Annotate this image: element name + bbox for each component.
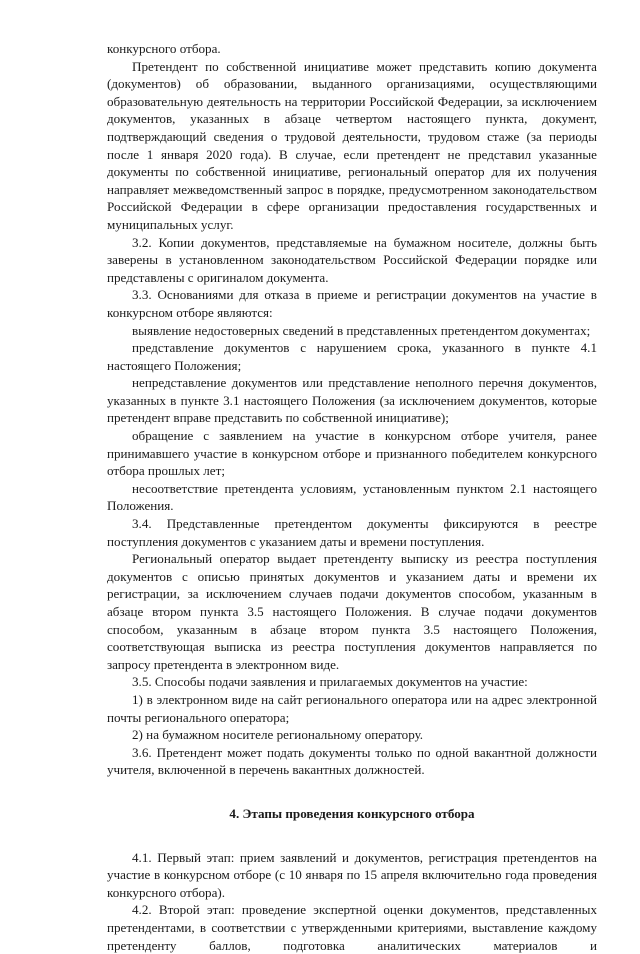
section-heading: 4. Этапы проведения конкурсного отбора: [229, 805, 475, 821]
paragraph: 3.6. Претендент может подать документы только по одной вакантной должности учителя, включенной в перечень вакантных должностей.: [107, 744, 597, 778]
paragraph: несоответствие претендента условиям, установленным пунктом 2.1 настоящего Положения.: [107, 480, 597, 514]
paragraph: Претендент по собственной инициативе может представить копию документа (документов) об образовании, выданного организациями, осуществляющими образовательную деятельность на территории Российской Федерации, за исключением документов, указанных в абзаце четвертом настоящего пункта, документ, подтверждающий сведения о трудовой деятельности, трудовом стаже (за периоды после 1 января 2020 года). В случае, если претендент не представил указанные документы по собственной инициативе, региональный оператор для их получения направляет межведомственный запрос в порядке, предусмотренном законодательством Российской Федерации в сфере организации предоставления государственных и муниципальных услуг.: [107, 58, 597, 232]
document-page: [107, 40, 597, 954]
section-3-body: [107, 40, 597, 779]
paragraph: 4.2. Второй этап: проведение экспертной оценки документов, представленных претендентами, в соответствии с утвержденными критериями, выставление каждому претенденту баллов, подготовка аналитических материалов и: [107, 902, 597, 953]
paragraph: конкурсного отбора.: [107, 41, 221, 56]
paragraph: непредставление документов или представление неполного перечня документов, указанных в пункте 3.1 настоящего Положения (за исключением документов, которые претендент вправе представить по собственной инициативе);: [107, 375, 597, 426]
paragraph: 3.3. Основаниями для отказа в приеме и регистрации документов на участие в конкурсном отборе являются:: [107, 287, 597, 320]
paragraph: представление документов с нарушением срока, указанного в пункте 4.1 настоящего Положения;: [107, 340, 597, 373]
section-4-body: [107, 849, 597, 954]
paragraph: выявление недостоверных сведений в представленных претендентом документах;: [132, 322, 591, 338]
paragraph: 1) в электронном виде на сайт регионального оператора или на адрес электронной почты регионального оператора;: [107, 691, 597, 725]
paragraph: 4.1. Первый этап: прием заявлений и документов, регистрация претендентов на участие в конкурсном отборе (с 10 января по 15 апреля включительно года проведения конкурсного отбора).: [107, 849, 597, 900]
paragraph: 3.2. Копии документов, представляемые на бумажном носителе, должны быть заверены в установленном законодательством Российской Федерации порядке или представлены с оригиналом документа.: [107, 234, 597, 285]
paragraph: 3.5. Способы подачи заявления и прилагаемых документов на участие:: [132, 674, 528, 690]
paragraph: 3.4. Представленные претендентом документы фиксируются в реестре поступления документов с указанием даты и времени поступления.: [107, 516, 597, 549]
paragraph: Региональный оператор выдает претенденту выписку из реестра поступления документов с описью принятых документов и указанием даты и времени их регистрации, за исключением случаев подачи документов способом, указанным в абзаце втором пункта 3.5 настоящего Положения. В случае подачи документов способом, указанным в абзаце втором пункта 3.5 настоящего Положения, соответствующая выписка из реестра поступления документов направляется по запросу претендента в электронном виде.: [107, 551, 597, 672]
paragraph: обращение с заявлением на участие в конкурсном отборе учителя, ранее принимавшего участие в конкурсном отборе и признанного победителем конкурсного отбора прошлых лет;: [107, 428, 597, 479]
paragraph: 2) на бумажном носителе региональному оператору.: [132, 727, 424, 743]
